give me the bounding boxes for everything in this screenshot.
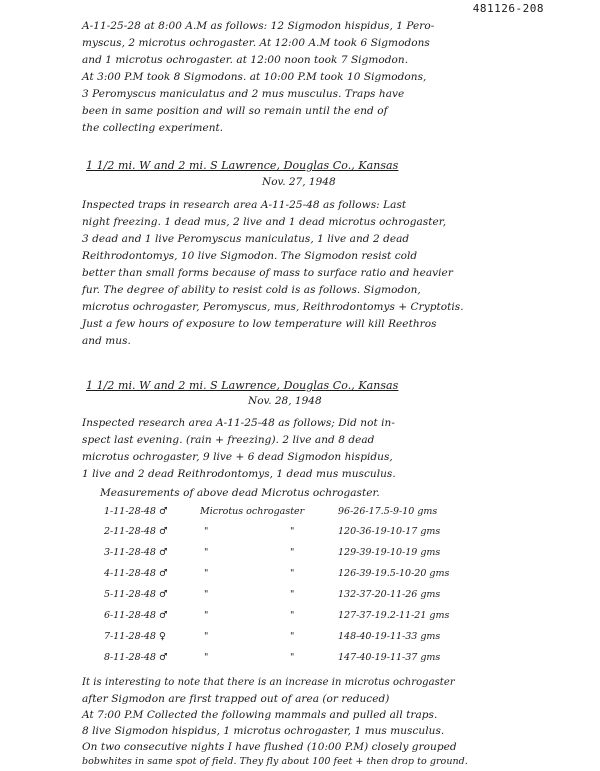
ditto-mark: "	[290, 589, 295, 600]
entry-date: Nov. 27, 1948	[262, 176, 336, 188]
text-line: At 3:00 P.M took 8 Sigmodons. at 10:00 P.M took 10 Sigmodons,	[82, 71, 427, 83]
ditto-mark: "	[204, 652, 209, 663]
text-line: and 1 microtus ochrogaster. at 12:00 noon took 7 Sigmodon.	[82, 54, 409, 66]
specimen-id: 5-11-28-48 ♂	[104, 589, 168, 600]
specimen-id: 3-11-28-48 ♂	[104, 547, 168, 558]
ditto-mark: "	[290, 631, 295, 642]
ditto-mark: "	[290, 547, 295, 558]
text-line: Just a few hours of exposure to low temperature will kill Reethros	[82, 318, 437, 330]
text-line: spect last evening. (rain + freezing). 2 live and 8 dead	[82, 434, 375, 446]
text-line: bobwhites in same spot of field. They fly about 100 feet + then drop to ground.	[82, 756, 468, 767]
measurement-values: 127-37-19.2-11-21 gms	[338, 610, 450, 621]
ditto-mark: "	[204, 589, 209, 600]
text-line: been in same position and will so remain until the end of	[82, 105, 388, 117]
measurement-values: 147-40-19-11-37 gms	[338, 652, 441, 663]
entry-date: Nov. 28, 1948	[248, 395, 322, 407]
text-line: myscus, 2 microtus ochrogaster. At 12:00 A.M took 6 Sigmodons	[82, 37, 430, 49]
specimen-id: 1-11-28-48 ♂	[104, 506, 168, 517]
text-line: better than small forms because of mass to surface ratio and heavier	[82, 267, 453, 279]
specimen-id: 6-11-28-48 ♂	[104, 610, 168, 621]
ditto-mark: "	[204, 610, 209, 621]
measurements-title: Measurements of above dead Microtus ochrogaster.	[100, 487, 380, 499]
ditto-mark: "	[204, 547, 209, 558]
measurement-values: 132-37-20-11-26 gms	[338, 589, 441, 600]
text-line: Inspected traps in research area A-11-25-48 as follows: Last	[82, 199, 407, 211]
measurement-values: 96-26-17.5-9-10 gms	[338, 506, 438, 517]
text-line: A-11-25-28 at 8:00 A.M as follows: 12 Sigmodon hispidus, 1 Pero-	[82, 20, 435, 32]
measurement-values: 126-39-19.5-10-20 gms	[338, 568, 450, 579]
species-name: Microtus ochrogaster	[200, 506, 305, 517]
text-line: It is interesting to note that there is an increase in microtus ochrogaster	[82, 677, 455, 688]
ditto-mark: "	[290, 526, 295, 537]
measurement-values: 148-40-19-11-33 gms	[338, 631, 441, 642]
specimen-id: 2-11-28-48 ♂	[104, 526, 168, 537]
ditto-mark: "	[204, 631, 209, 642]
text-line: On two consecutive nights I have flushed (10:00 P.M) closely grouped	[82, 741, 457, 753]
location-heading: 1 1/2 mi. W and 2 mi. S Lawrence, Douglas Co., Kansas	[86, 379, 399, 392]
ditto-mark: "	[204, 526, 209, 537]
location-heading: 1 1/2 mi. W and 2 mi. S Lawrence, Douglas Co., Kansas	[86, 159, 399, 172]
measurement-values: 120-36-19-10-17 gms	[338, 526, 441, 537]
text-line: and mus.	[82, 335, 131, 347]
text-line: 3 Peromyscus maniculatus and 2 mus musculus. Traps have	[82, 88, 405, 100]
document-number: 481126-208	[472, 2, 544, 15]
text-line: microtus ochrogaster, Peromyscus, mus, Reithrodontomys + Cryptotis.	[82, 301, 464, 313]
ditto-mark: "	[204, 568, 209, 579]
text-line: microtus ochrogaster, 9 live + 6 dead Sigmodon hispidus,	[82, 451, 393, 463]
text-line: Inspected research area A-11-25-48 as follows; Did not in-	[82, 417, 395, 429]
ditto-mark: "	[290, 652, 295, 663]
text-line: 1 live and 2 dead Reithrodontomys, 1 dead mus musculus.	[82, 468, 396, 480]
specimen-id: 4-11-28-48 ♂	[104, 568, 168, 579]
text-line: night freezing. 1 dead mus, 2 live and 1 dead microtus ochrogaster,	[82, 216, 447, 228]
text-line: 3 dead and 1 live Peromyscus maniculatus, 1 live and 2 dead	[82, 233, 410, 245]
text-line: 8 live Sigmodon hispidus, 1 microtus ochrogaster, 1 mus musculus.	[82, 725, 445, 737]
text-line: fur. The degree of ability to resist cold is as follows. Sigmodon,	[82, 284, 421, 296]
text-line: the collecting experiment.	[82, 122, 224, 134]
specimen-id: 8-11-28-48 ♂	[104, 652, 168, 663]
text-line: At 7:00 P.M Collected the following mammals and pulled all traps.	[82, 709, 438, 721]
ditto-mark: "	[290, 610, 295, 621]
text-line: after Sigmodon are first trapped out of area (or reduced)	[82, 693, 390, 705]
specimen-id: 7-11-28-48 ♀	[104, 631, 166, 642]
ditto-mark: "	[290, 568, 295, 579]
text-line: Reithrodontomys, 10 live Sigmodon. The Sigmodon resist cold	[82, 250, 418, 262]
measurement-values: 129-39-19-10-19 gms	[338, 547, 441, 558]
